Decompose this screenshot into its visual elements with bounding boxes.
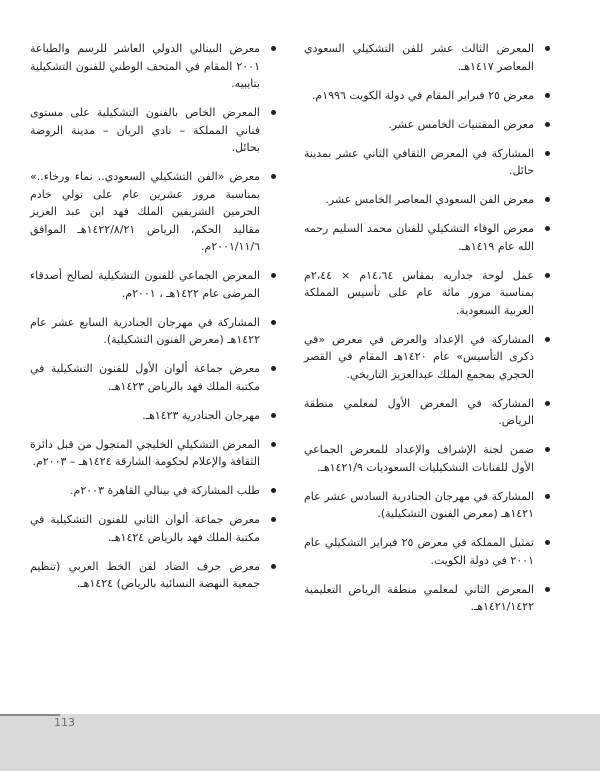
list-item-text: المعرض الجماعي للفنون التشكيلية لصالح أصدقاء المرضى عام ١٤٢٢هـ ، ٢٠٠١م. (30, 269, 260, 300)
list-item (30, 511, 278, 546)
bullet-icon (545, 494, 550, 499)
left-column (30, 40, 278, 604)
list-item-text: المعرض الثاني لمعلمي منطقة الرياض التعليمية ١٤٢١/١٤٢٢هـ. (304, 582, 534, 613)
list-item-text: معرض جماعة ألوان الأول للفنون التشكيلية في مكتبة الملك فهد بالرياض ١٤٢٣هـ. (30, 362, 260, 393)
list-item-text: معرض الفن السعودي المعاصر الخامس عشر. (325, 193, 534, 206)
bullet-icon (545, 46, 550, 51)
footer-rule (0, 714, 60, 716)
list-item (304, 87, 552, 105)
bullet-icon (271, 46, 276, 51)
bullet-icon (545, 122, 550, 127)
list-item-text: معرض الوفاء التشكيلي للفنان محمد السليم رحمه الله عام ١٤١٩هـ. (304, 222, 534, 253)
list-item (304, 220, 552, 255)
list-item (304, 534, 552, 569)
list-item-text: المشاركة في المعرض الثقافي الثاني عشر بمدينة حائل. (304, 146, 534, 177)
list-item (304, 40, 552, 75)
footer-band (0, 714, 600, 771)
list-item (30, 436, 278, 471)
list-item-text: المعرض الثالث عشر للفن التشكيلي السعودي المعاصر ١٤١٧هـ. (304, 42, 534, 73)
bullet-icon (545, 337, 550, 342)
list-item-text: المشاركة في الإعداد والعرض في معرض «في ذكرى التأسيس» عام ١٤٢٠هـ المقام في القصر الحجري بمجمع الملك عبدالعزيز التاريخي. (304, 332, 534, 381)
list-item-text: ضمن لجنة الإشراف والإعداد للمعرض الجماعي الأول للفنانات التشكيليات السعوديات ١٤٢١/٩هـ. (304, 443, 534, 474)
bullet-icon (271, 110, 276, 115)
list-item-text: عمل لوحة جداريه بمقاس ١٤،٦٤م × ٢،٤٤م بمناسبة مرور مائة عام على تأسيس المملكة العربية السعودية. (304, 268, 534, 317)
list-item-text: معرض «الفن التشكيلي السعودي.. نماء ورخاء..» بمناسبة مرور عشرين عام على تولي خادم الحرمين الشريفين الملك فهد ابن عبد العزيز مقاليد الحكم، الرياض ١٤٢٢/٨/٢١هـ الموافق ٢٠٠١/١١/٦م. (30, 170, 260, 253)
list-item (30, 168, 278, 256)
list-item-text: معرض المقتنيات الخامس عشر. (388, 117, 534, 131)
bullet-icon (271, 564, 276, 569)
exhibitions-list-right (304, 40, 552, 616)
list-item (304, 331, 552, 384)
list-item-text: تمثيل المملكة في معرض ٢٥ فبراير التشكيلي عام ٢٠٠١ في دولة الكويت. (304, 536, 534, 567)
bullet-icon (271, 320, 276, 325)
list-item-text: معرض جماعة ألوان الثاني للفنون التشكيلية في مكتبة الملك فهد بالرياض ١٤٢٤هـ. (30, 513, 260, 544)
list-item-text: معرض ٢٥ فبراير المقام في دولة الكويت ١٩٩٦م. (311, 88, 534, 102)
list-item (304, 581, 552, 616)
list-item (30, 482, 278, 500)
list-item-text: المعرض الخاص بالفنون التشكيلية على مستوى فناني المملكة – نادي الريان – مدينة الروضة بحائل. (30, 106, 260, 154)
page-number: 113 (54, 716, 75, 729)
list-item-text: المشاركة في مهرجان الجنادرية السابع عشر عام ١٤٢٢هـ (معرض الفنون التشكيلية). (30, 315, 260, 346)
bullet-icon (271, 488, 276, 493)
bullet-icon (271, 366, 276, 371)
list-item (304, 191, 552, 209)
list-item (304, 267, 552, 320)
list-item (30, 360, 278, 395)
exhibitions-list-left (30, 40, 278, 593)
list-item (304, 116, 552, 134)
bullet-icon (271, 174, 276, 179)
list-item-text: معرض البينالي الدولي العاشر للرسم والطباعة ٢٠٠١ المقام في المتحف الوطني للفنون التشكيلية بتايبيه. (30, 42, 260, 90)
bullet-icon (545, 447, 550, 452)
bullet-icon (271, 517, 276, 522)
bullet-icon (271, 442, 276, 447)
list-item (30, 314, 278, 349)
list-item (304, 395, 552, 430)
list-item-text: المشاركة في مهرجان الجنادرية السادس عشر عام ١٤٢١هـ (معرض الفنون التشكيلية). (304, 489, 534, 520)
list-item-text: مهرجان الجنادرية ١٤٢٣هـ. (142, 408, 260, 422)
bullet-icon (545, 587, 550, 592)
list-item (30, 558, 278, 593)
list-item (30, 267, 278, 302)
list-item (304, 441, 552, 476)
bullet-icon (545, 197, 550, 202)
list-item (30, 104, 278, 157)
bullet-icon (545, 540, 550, 545)
bullet-icon (545, 273, 550, 278)
list-item-text: معرض حرف الضاد لفن الخط العربي (تنظيم جمعية النهضة النسائية بالرياض) ١٤٢٤هـ. (30, 559, 260, 590)
list-item-text: طلب المشاركة في بينالي القاهرة ٢٠٠٣م. (70, 484, 260, 497)
bullet-icon (545, 151, 550, 156)
bullet-icon (545, 93, 550, 98)
bullet-icon (545, 226, 550, 231)
bullet-icon (271, 413, 276, 418)
list-item-text: المعرض التشكيلي الخليجي المتجول من قبل دائرة الثقافة والإعلام لحكومة الشارقة ١٤٢٤هـ – ٢٠٠٣م. (30, 437, 260, 468)
bullet-icon (271, 273, 276, 278)
list-item-text: المشاركة في المعرض الأول لمعلمي منطقة الرياض. (304, 396, 534, 427)
list-item (30, 407, 278, 425)
list-item (30, 40, 278, 93)
bullet-icon (545, 401, 550, 406)
right-column (304, 40, 552, 627)
list-item (304, 488, 552, 523)
list-item (304, 145, 552, 180)
